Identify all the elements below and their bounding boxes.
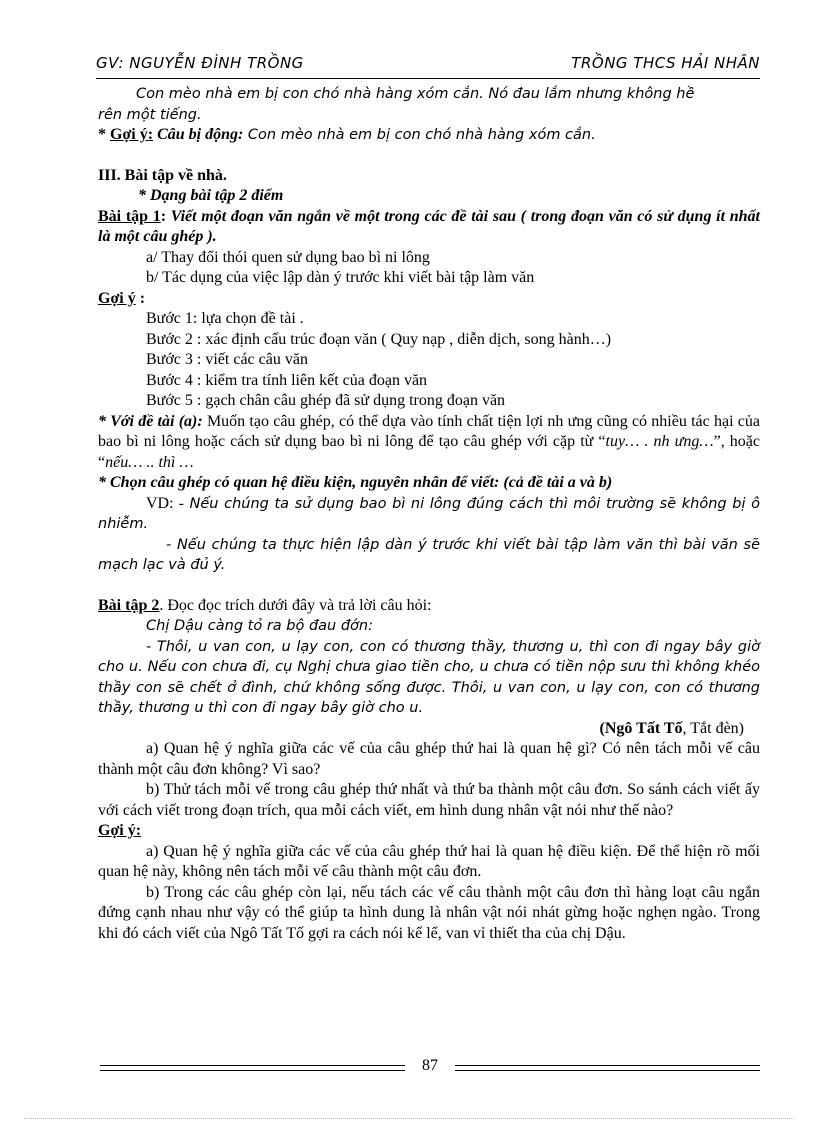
hint-label: Gợi ý: <box>110 126 154 143</box>
exercise-1-label: Bài tập 1 <box>98 207 161 225</box>
step-item: Bước 5 : gạch chân câu ghép đã sử dụng trong đoạn văn <box>146 392 506 409</box>
page-content <box>98 84 760 944</box>
intro-line-2: rên một tiếng. <box>98 106 202 123</box>
exercise-1-option-b: b/ Tác dụng của việc lập dàn ý trước khi viết bài tập làm văn <box>146 269 535 286</box>
intro-sentence-cont <box>98 105 760 126</box>
exercise-1-heading <box>98 207 760 248</box>
intro-sentence <box>98 84 760 105</box>
step-item: Bước 1: lựa chọn đề tài . <box>146 310 304 327</box>
header-school: TRỒNG THCS HẢI NHÂN <box>571 54 760 72</box>
exercise-1-title: Viết một đoạn văn ngắn về một trong các đề tài sau ( trong đoạn văn có sử dụng ít nhất là một câu ghép ). <box>98 207 760 245</box>
exercise-2-heading <box>98 596 760 617</box>
example-label: VD: - <box>146 494 184 512</box>
quote-intro: Chị Dậu càng tỏ ra bộ đau đớn: <box>146 618 374 634</box>
source-open: ( <box>599 719 605 737</box>
topic-a-paragraph <box>98 412 760 474</box>
page-footer <box>100 1057 760 1079</box>
quote-source <box>98 719 760 740</box>
question-b: b) Thử tách mỗi vế trong câu ghép thứ nhất và thứ ba thành một câu đơn. So sánh cách viết ấy với cách viết trong đoạn trích, qua mỗi cách viết, em hình dung nhân vật nói như thế nào? <box>98 781 760 819</box>
exercise-1-option-a: a/ Thay đổi thói quen sử dụng bao bì ni lông <box>146 248 430 266</box>
exercise-2-hint-heading <box>98 821 760 842</box>
example-1-text: Nếu chúng ta sử dụng bao bì ni lông đúng cách thì môi trường sẽ không bị ô nhiễm. <box>98 495 760 532</box>
word-pair-1: tuy… . nh ưng… <box>605 433 714 450</box>
topic-a-mid: ”, hoặc “ <box>98 433 761 471</box>
topic-a-text: Muốn tạo câu ghép, có thể dựa vào tính chất tiện lợi nh ưng cũng có nhiều tác hại của bao bì ni lông hoặc cách sử dụng bao bì ni lông để tạo câu ghép với cặp từ “ <box>98 412 760 450</box>
example-1 <box>98 494 760 535</box>
exercise-2-title: . Đọc đọc trích dưới đây và trả lời câu hỏi: <box>159 596 432 614</box>
example-2: - Nếu chúng ta thực hiện lập dàn ý trước khi viết bài tập làm văn thì bài văn sẽ mạch lạc và đủ ý. <box>98 536 760 573</box>
step-item: Bước 2 : xác định cấu trúc đoạn văn ( Quy nạp , diễn dịch, song hành…) <box>146 330 612 348</box>
step-item: Bước 4 : kiểm tra tính liên kết của đoạn văn <box>146 371 428 389</box>
answer-a: a) Quan hệ ý nghĩa giữa các vế của câu ghép thứ hai là quan hệ điều kiện. Để thể hiện rõ mối quan hệ này, không nên tách mỗi vế câu thành một câu đơn. <box>98 842 760 880</box>
exercise-2-label: Bài tập 2 <box>98 596 160 614</box>
question-a: a) Quan hệ ý nghĩa giữa các vế của câu ghép thứ hai là quan hệ gì? Có nên tách mỗi vế câu thành một câu đơn không? Vì sao? <box>98 740 760 778</box>
hint-text: Con mèo nhà em bị con chó nhà hàng xóm cắn. <box>243 127 596 143</box>
exercise-1-hint-label: Gợi ý <box>98 289 136 307</box>
hint-bold: Câu bị động: <box>153 126 244 143</box>
exercise-2-hint-label: Gợi ý: <box>98 822 142 839</box>
word-pair-2: nếu… .. thì … <box>105 453 194 471</box>
intro-hint <box>98 125 760 146</box>
exercise-1-hint-heading <box>98 289 760 310</box>
section-3-title: III. Bài tập về nhà. <box>98 166 227 184</box>
step-item: Bước 3 : viết các câu văn <box>146 351 308 368</box>
source-work: , Tắt đèn) <box>682 719 744 737</box>
page-number: 87 <box>422 1057 438 1074</box>
exercise-1-colon: : <box>160 207 167 225</box>
footer-rule-right <box>455 1065 760 1071</box>
hint-star: * <box>98 126 110 143</box>
source-author: Ngô Tất Tố <box>604 719 683 737</box>
quote-text: - Thôi, u van con, u lạy con, con có thương thầy, thương u, thì con đi ngay bây giờ cho u. Nếu con chưa đi, cụ Nghị chưa giao tiền cho, u chưa có tiền nộp sưu thì không khéo thầy con sẽ chết ở đình, chứ không sống được. Thôi, u van con, u lạy con, con có thương thầy, thương u thì con đi ngay bây giờ cho u. <box>98 638 760 716</box>
page-header <box>96 50 760 79</box>
intro-line-1: Con mèo nhà em bị con chó nhà hàng xóm cắn. Nó đau lắm nhưng không hề <box>136 86 695 102</box>
exercise-1-hint-colon: : <box>135 289 146 307</box>
section-3-subtitle: * Dạng bài tập 2 điểm <box>138 187 284 204</box>
header-teacher: GV: NGUYỄN ĐÌNH TRỒNG <box>96 54 304 72</box>
choose-sentence-instruction: * Chọn câu ghép có quan hệ điều kiện, nguyên nhân để viết: (cả đề tài a và b) <box>98 474 613 491</box>
answer-b: b) Trong các câu ghép còn lại, nếu tách các vế câu thành một câu đơn thì hàng loạt câu ngắn đứng cạnh nhau như vậy có thể giúp ta hình dung là nhân vật nói nhát gừng hoặc nghẹn ngào. Trong khi đó cách viết của Ngô Tất Tố gợi ra cách nói kể lể, van vỉ thiết tha của chị Dậu. <box>98 883 760 942</box>
topic-a-label: * Với đề tài (a): <box>98 412 203 430</box>
page-bottom-divider <box>24 1118 794 1119</box>
